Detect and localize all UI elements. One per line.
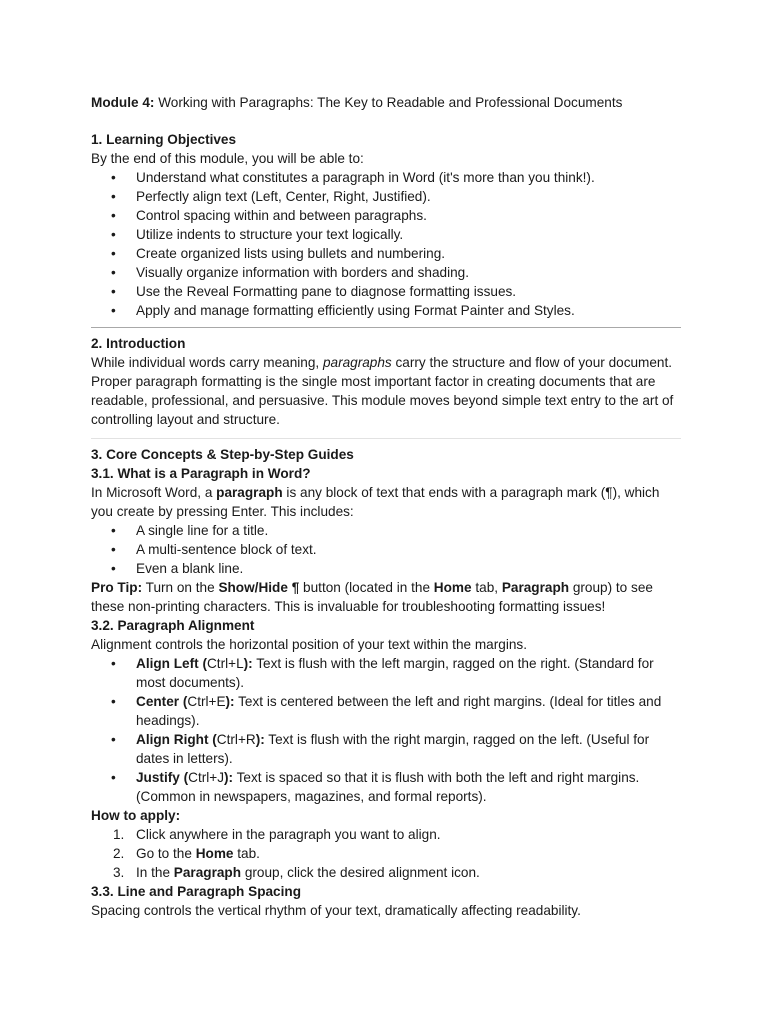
list-item: • Align Right (Ctrl+R): Text is flush with the right margin, ragged on the left. (Useful for dates in letters). bbox=[91, 730, 681, 768]
steps-list bbox=[91, 825, 681, 882]
list-item: • A single line for a title. bbox=[91, 521, 681, 540]
list-item: • Utilize indents to structure your text logically. bbox=[91, 225, 681, 244]
section-divider bbox=[91, 327, 681, 328]
emphasis-text: paragraphs bbox=[322, 355, 392, 370]
introduction-paragraph: While individual words carry meaning, paragraphs carry the structure and flow of your document. Proper paragraph formatting is the single most important factor in creating documents that are readable, professional, and persuasive. This module moves beyond simple text entry to the art of controlling layout and structure. bbox=[91, 355, 674, 427]
list-item: • Align Left (Ctrl+L): Text is flush with the left margin, ragged on the right. (Standard for most documents). bbox=[91, 654, 681, 692]
document-page bbox=[91, 93, 681, 920]
paragraph-examples-list bbox=[91, 521, 681, 578]
list-item: • A multi-sentence block of text. bbox=[91, 540, 681, 559]
objectives-heading: 1. Learning Objectives bbox=[91, 132, 237, 147]
paragraph-definition: In Microsoft Word, a paragraph is any block of text that ends with a paragraph mark (¶), which you create by pressing Enter. This includes: bbox=[91, 485, 660, 519]
pro-tip: Pro Tip: Turn on the Show/Hide ¶ button (located in the Home tab, Paragraph group) to see these non-printing characters. This is invaluable for troubleshooting formatting issues! bbox=[91, 580, 653, 614]
list-item: • Visually organize information with borders and shading. bbox=[91, 263, 681, 282]
list-item: • Understand what constitutes a paragraph in Word (it's more than you think!). bbox=[91, 168, 681, 187]
core-heading: 3. Core Concepts & Step-by-Step Guides bbox=[91, 447, 354, 462]
subsection-heading: 3.3. Line and Paragraph Spacing bbox=[91, 884, 302, 899]
list-item: • Control spacing within and between paragraphs. bbox=[91, 206, 681, 225]
objectives-intro: By the end of this module, you will be able to: bbox=[91, 151, 364, 166]
module-title-text: Working with Paragraphs: The Key to Readable and Professional Documents bbox=[154, 95, 623, 110]
section-divider bbox=[91, 438, 681, 439]
list-item: 1. Click anywhere in the paragraph you want to align. bbox=[113, 827, 441, 842]
alignment-intro: Alignment controls the horizontal position of your text within the margins. bbox=[91, 637, 527, 652]
introduction-heading: 2. Introduction bbox=[91, 336, 186, 351]
alignment-list bbox=[91, 654, 681, 806]
module-label: Module 4: bbox=[91, 95, 155, 110]
list-item: • Use the Reveal Formatting pane to diagnose formatting issues. bbox=[91, 282, 681, 301]
list-item: • Justify (Ctrl+J): Text is spaced so that it is flush with both the left and right margins. (Common in newspapers, magazines, and formal reports). bbox=[91, 768, 681, 806]
how-to-heading: How to apply: bbox=[91, 808, 181, 823]
list-item: • Perfectly align text (Left, Center, Right, Justified). bbox=[91, 187, 681, 206]
list-item: • Apply and manage formatting efficiently using Format Painter and Styles. bbox=[91, 301, 681, 320]
subsection-heading: 3.2. Paragraph Alignment bbox=[91, 618, 255, 633]
list-item: 2. Go to the Home tab. bbox=[113, 846, 260, 861]
module-title bbox=[91, 93, 681, 112]
subsection-heading: 3.1. What is a Paragraph in Word? bbox=[91, 466, 311, 481]
list-item: • Even a blank line. bbox=[91, 559, 681, 578]
spacing-intro: Spacing controls the vertical rhythm of your text, dramatically affecting readability. bbox=[91, 903, 581, 918]
objectives-list bbox=[91, 168, 681, 320]
list-item: • Create organized lists using bullets and numbering. bbox=[91, 244, 681, 263]
list-item: • Center (Ctrl+E): Text is centered between the left and right margins. (Ideal for titles and headings). bbox=[91, 692, 681, 730]
list-item: 3. In the Paragraph group, click the desired alignment icon. bbox=[113, 865, 480, 880]
